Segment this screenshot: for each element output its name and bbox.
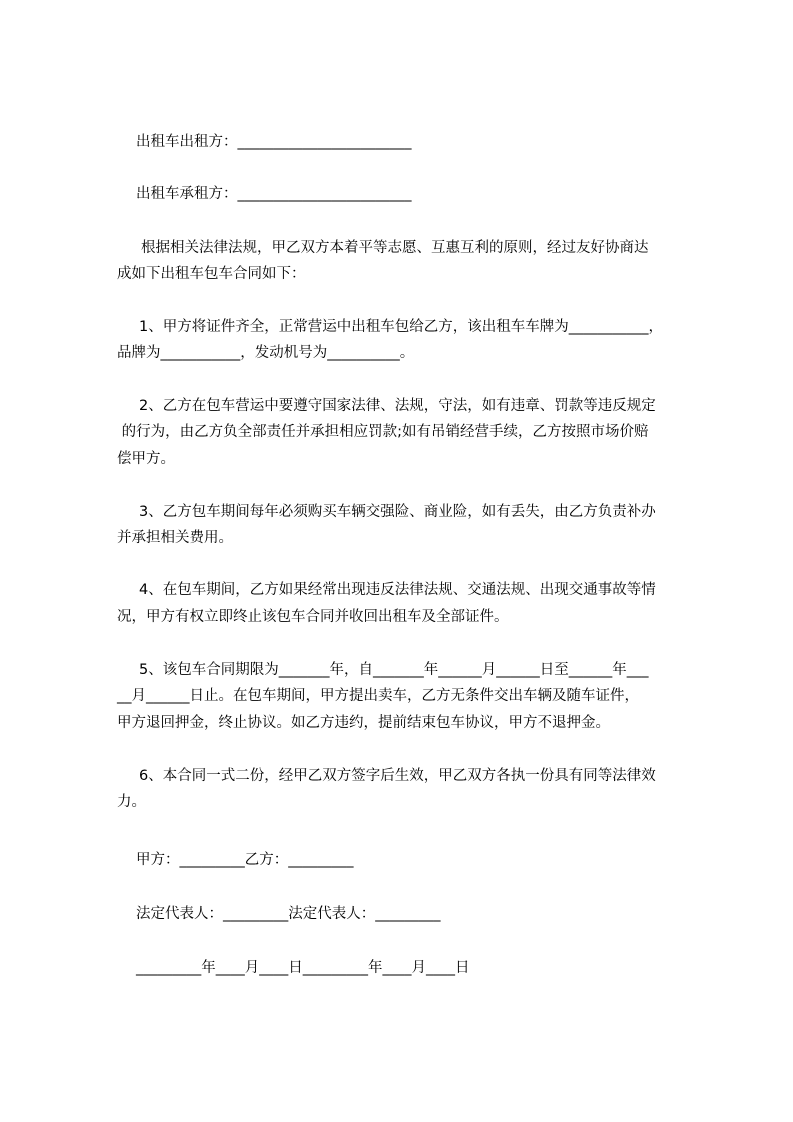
- clause1-line-2: 品牌为___________，发动机号为__________。: [117, 345, 415, 361]
- clause6-line-2: 力。: [117, 794, 146, 810]
- clause4-line-1: 4、在包车期间，乙方如果经常出现违反法律法规、交通法规、出现交通事故等情: [139, 582, 656, 598]
- clause1-line-1: 1、甲方将证件齐全，正常营运中出租车包给乙方，该出租车车牌为___________，: [139, 319, 663, 335]
- clause6-line-1: 6、本合同一式二份，经甲乙双方签字后生效，甲乙双方各执一份具有同等法律效: [139, 768, 656, 784]
- clause5-line-2: __月______日止。在包车期间，甲方提出卖车，乙方无条件交出车辆及随车证件，: [117, 688, 639, 704]
- clause2-line-1: 2、乙方在包车营运中要遵守国家法律、法规，守法，如有违章、罚款等违反规定: [139, 398, 656, 414]
- clause3-line-2: 并承担相关费用。: [117, 530, 233, 546]
- clause2-line-2: 的行为，由乙方负全部责任并承担相应罚款;如有吊销经营手续，乙方按照市场价赔: [117, 424, 649, 440]
- signature-dates: _________年____月____日_________年____月____日: [136, 960, 470, 976]
- intro-line-2: 成如下出租车包车合同如下：: [117, 266, 306, 282]
- intro-line-1: 根据相关法律法规，甲乙双方本着平等志愿、互惠互利的原则，经过友好协商达: [141, 240, 649, 256]
- lessor-line: 出租车出租方：________________________: [136, 134, 412, 150]
- clause3-line-1: 3、乙方包车期间每年必须购买车辆交强险、商业险，如有丢失，由乙方负责补办: [139, 504, 656, 520]
- clause5-line-1: 5、该包车合同期限为_______年，自_______年______月______日至______年___: [139, 662, 649, 678]
- lessee-line: 出租车承租方：________________________: [136, 186, 412, 202]
- signature-parties: 甲方：_________乙方：_________: [136, 852, 354, 868]
- signature-representatives: 法定代表人：_________法定代表人：_________: [136, 906, 441, 922]
- clause2-line-3: 偿甲方。: [117, 451, 175, 467]
- clause4-line-2: 况，甲方有权立即终止该包车合同并收回出租车及全部证件。: [117, 609, 509, 625]
- clause5-line-3: 甲方退回押金，终止协议。如乙方违约，提前结束包车协议，甲方不退押金。: [117, 715, 610, 731]
